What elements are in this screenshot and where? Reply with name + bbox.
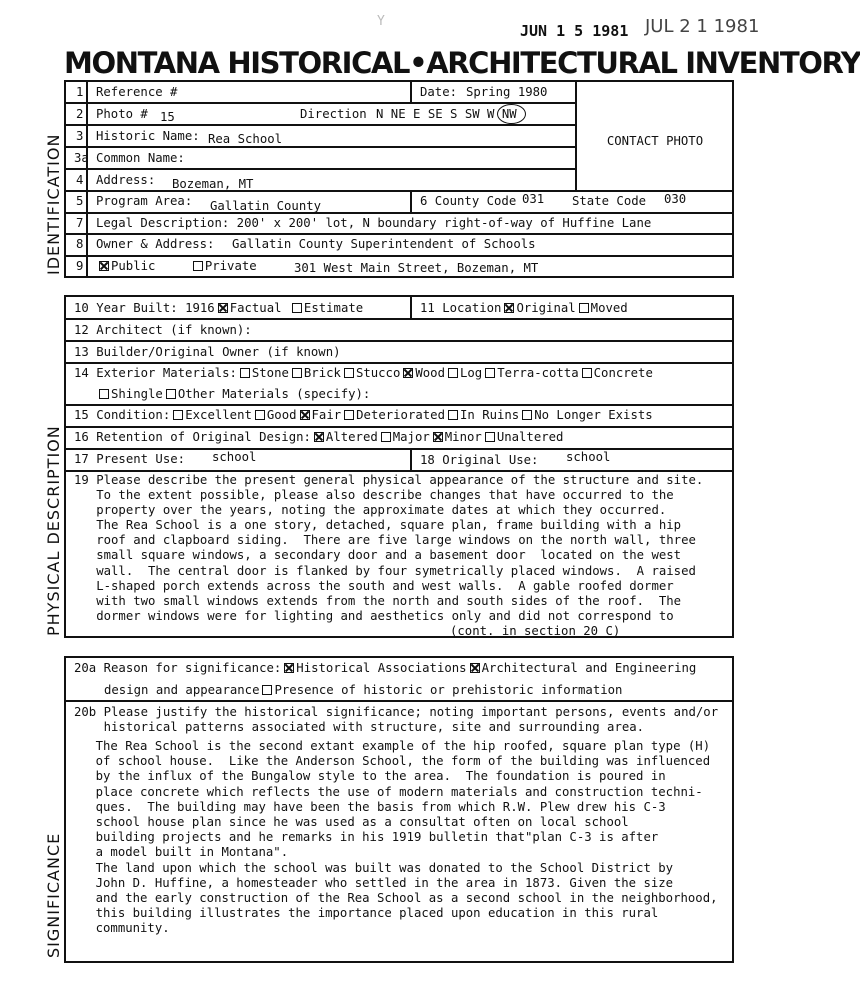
location-row — [420, 301, 628, 316]
significance-prompt: 20b Please justify the historical significance; noting important persons, events and/or historical patterns associated with structure, site and surrounding area. — [74, 705, 719, 735]
stone-label: Stone — [251, 366, 289, 380]
minor-checkbox[interactable] — [433, 432, 443, 442]
terracotta-checkbox[interactable] — [485, 368, 495, 378]
row-9-number: 9 — [76, 259, 84, 273]
in-ruins-checkbox[interactable] — [448, 410, 458, 420]
row-3a-number: 3a — [74, 151, 89, 165]
builder-label: 13 Builder/Original Owner (if known) — [74, 345, 341, 359]
other-materials-label: Other Materials (specify): — [177, 387, 371, 401]
exterior-materials-label: 14 Exterior Materials: — [74, 366, 237, 380]
no-longer-exists-checkbox[interactable] — [522, 410, 532, 420]
public-checkbox[interactable] — [99, 261, 109, 271]
unaltered-label: Unaltered — [496, 430, 564, 444]
factual-label: Factual — [229, 301, 282, 315]
presence-checkbox[interactable] — [262, 685, 272, 695]
minor-label: Minor — [444, 430, 482, 444]
concrete-checkbox[interactable] — [582, 368, 592, 378]
row-5-number: 5 — [76, 194, 84, 208]
retention-row — [74, 430, 563, 445]
side-label-identification: IDENTIFICATION — [44, 133, 63, 275]
public-label: Public — [111, 259, 156, 273]
direction-options: N NE E SE S SW W NW — [376, 107, 517, 121]
private-checkbox[interactable] — [193, 261, 203, 271]
side-label-significance: SIGNIFICANCE — [44, 832, 63, 958]
stucco-checkbox[interactable] — [344, 368, 354, 378]
presence-label: Presence of historic or prehistoric information — [274, 683, 623, 697]
original-location-label: Original — [516, 301, 576, 315]
row-1-number: 1 — [76, 85, 84, 99]
date-stamp-received: JUN 1 5 1981 — [520, 22, 629, 40]
unaltered-checkbox[interactable] — [485, 432, 495, 442]
exterior-materials-row-2 — [96, 387, 370, 402]
architectural-label: Architectural and Engineering — [481, 661, 697, 675]
historical-associations-checkbox[interactable] — [284, 663, 294, 673]
original-use-label: 18 Original Use: — [420, 453, 539, 467]
significance-reason-row-2 — [104, 683, 622, 698]
common-name-label: Common Name: — [96, 151, 185, 165]
date-value: Spring 1980 — [466, 85, 548, 99]
photo-label: Photo # — [96, 107, 148, 121]
row-3-number: 3 — [76, 129, 84, 143]
excellent-label: Excellent — [185, 408, 252, 422]
original-use-value: school — [566, 450, 611, 464]
altered-checkbox[interactable] — [314, 432, 324, 442]
row-7-number: 7 — [76, 216, 84, 230]
original-location-checkbox[interactable] — [504, 303, 514, 313]
description-text: The Rea School is a one story, detached, square plan, frame building with a hip roof and clapboard siding. There are five large windows on the north wall, three small square windows, a secondary door and a basement door located on the west wall. The central door is flanked by four symetrically placed windows. A raised L-shaped porch extends across the south and west walls. A gable roofed dormer with two small windows extends from the north and south sides of the roof. The dormer windows were for lighting and aesthetics only and did not correspond to — [96, 518, 696, 624]
location-label: 11 Location — [420, 301, 502, 315]
direction-label: Direction — [300, 107, 367, 121]
significance-reason-row — [74, 661, 696, 676]
owner-street-address: 301 West Main Street, Bozeman, MT — [294, 261, 539, 275]
deteriorated-checkbox[interactable] — [344, 410, 354, 420]
shingle-checkbox[interactable] — [99, 389, 109, 399]
contact-photo-placeholder: CONTACT PHOTO — [606, 134, 704, 148]
good-checkbox[interactable] — [255, 410, 265, 420]
program-area-label: Program Area: — [96, 194, 193, 208]
condition-row — [74, 408, 653, 423]
other-materials-checkbox[interactable] — [166, 389, 176, 399]
year-built-value: 1916 — [185, 301, 215, 315]
historic-name-label: Historic Name: — [96, 129, 200, 143]
architectural-checkbox[interactable] — [470, 663, 480, 673]
factual-checkbox[interactable] — [218, 303, 228, 313]
moved-label: Moved — [590, 301, 628, 315]
state-code-value: 030 — [664, 192, 687, 206]
terracotta-label: Terra-cotta — [497, 366, 579, 380]
row-4-number: 4 — [76, 173, 84, 187]
owner-address-label: Owner & Address: — [96, 237, 215, 251]
major-checkbox[interactable] — [381, 432, 391, 442]
year-built-label: 10 Year Built: — [74, 301, 178, 315]
deteriorated-label: Deteriorated — [356, 408, 445, 422]
side-label-physical: PHYSICAL DESCRIPTION — [44, 425, 63, 636]
retention-label: 16 Retention of Original Design: — [74, 430, 311, 444]
year-built-row — [74, 301, 363, 316]
exterior-materials-row — [74, 366, 653, 381]
county-code-value: 031 — [522, 192, 545, 206]
state-code-label: State Code — [572, 194, 647, 208]
excellent-checkbox[interactable] — [173, 410, 183, 420]
significance-text: The Rea School is the second extant example of the hip roofed, square plan type (H) of school house. Like the Anderson School, the form of the building was influenced by the influx of the Bungalow style to the area. The foundation is poured in place concrete which reflects the use of modern materials and construction techni- ques. The building may have been the basis from which R.W. Plew drew his C-3 school house plan since he was used as a consultat often on local school building projects and he remarks in his 1919 bulletin that"plan C-3 is after a model built in Montana". The land upon which the school was built was donated to the School District by John D. Huffine, a homesteader who settled in the area in 1873. Given the size and the early construction of the Rea School as a second school in the neighborhood, this building illustrates the importance placed upon education in this rural community. — [95, 739, 718, 936]
good-label: Good — [266, 408, 297, 422]
brick-label: Brick — [303, 366, 341, 380]
architect-label: 12 Architect (if known): — [74, 323, 252, 337]
owner-value: Gallatin County Superintendent of Schools — [232, 237, 536, 251]
historical-associations-label: Historical Associations — [296, 661, 467, 675]
present-use-value: school — [212, 450, 257, 464]
major-label: Major — [392, 430, 430, 444]
program-area-value: Gallatin County — [210, 199, 322, 213]
concrete-label: Concrete — [593, 366, 653, 380]
estimate-checkbox[interactable] — [292, 303, 302, 313]
faint-mark: Y — [377, 14, 385, 29]
description-continued-note: (cont. in section 20 C) — [450, 624, 621, 638]
address-label: Address: — [96, 173, 156, 187]
estimate-label: Estimate — [303, 301, 364, 315]
historic-name-value: Rea School — [208, 132, 283, 146]
moved-checkbox[interactable] — [579, 303, 589, 313]
design-appearance-label: design and appearance — [104, 683, 260, 697]
no-longer-exists-label: No Longer Exists — [534, 408, 653, 422]
ownership-options — [96, 259, 257, 274]
wood-label: Wood — [415, 366, 445, 380]
significance-reason-label: 20a Reason for significance: — [74, 661, 282, 675]
date-label: Date: — [420, 85, 458, 99]
row-2-number: 2 — [76, 107, 84, 121]
address-value: Bozeman, MT — [172, 177, 254, 191]
altered-label: Altered — [325, 430, 378, 444]
fair-label: Fair — [311, 408, 342, 422]
row-8-number: 8 — [76, 237, 84, 251]
county-code-label: 6 County Code — [420, 194, 517, 208]
photo-value: 15 — [160, 110, 175, 124]
stone-checkbox[interactable] — [240, 368, 250, 378]
private-label: Private — [204, 259, 257, 273]
brick-checkbox[interactable] — [292, 368, 302, 378]
date-stamp-second: JUL 2 1 1981 — [645, 16, 760, 37]
legal-description: Legal Description: 200' x 200' lot, N boundary right-of-way of Huffine Lane — [96, 216, 652, 230]
reference-label: Reference # — [96, 85, 178, 99]
wood-checkbox[interactable] — [403, 368, 413, 378]
description-prompt: 19 Please describe the present general physical appearance of the structure and site. To the extent possible, please also describe changes that have occurred to the property over the years, noting the approximate dates at which they occurred. — [74, 473, 704, 518]
log-checkbox[interactable] — [448, 368, 458, 378]
form-title: MONTANA HISTORICAL•ARCHITECTURAL INVENTORY — [64, 46, 860, 80]
sw-circle-mark — [497, 104, 526, 124]
condition-label: 15 Condition: — [74, 408, 171, 422]
log-label: Log — [459, 366, 483, 380]
in-ruins-label: In Ruins — [459, 408, 520, 422]
present-use-label: 17 Present Use: — [74, 452, 186, 466]
fair-checkbox[interactable] — [300, 410, 310, 420]
stucco-label: Stucco — [355, 366, 401, 380]
shingle-label: Shingle — [111, 387, 163, 401]
